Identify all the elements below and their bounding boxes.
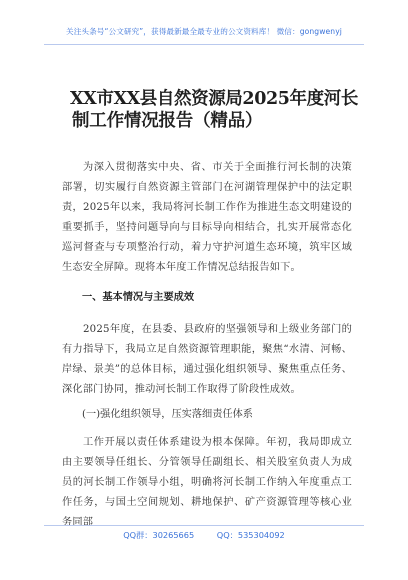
footer-qq: QQ：535304092 xyxy=(216,530,285,540)
header-banner: 关注头条号“公文研究”，获得最新最全最专业的公文资料库！ 微信：gongwenyj xyxy=(66,27,342,36)
header-divider xyxy=(44,44,364,45)
subsection-heading-1: (一)强化组织领导，压实落细责任体系 xyxy=(82,409,253,420)
footer-qq-group: QQ群：30265665 xyxy=(123,530,195,540)
subsection-1-paragraph: 工作开展以责任体系建设为根本保障。年初，我局即成立由主要领导任组长、分管领导任副组长、相关股室负责人为成员的河长制工作领导小组，明确将河长制工作纳入年度重点工作任务，与国土空间规划、耕地保护、矿产资源管理等核心业务同部 xyxy=(62,437,352,528)
intro-paragraph: 为深入贯彻落实中央、省、市关于全面推行河长制的决策部署，切实履行自然资源主管部门在河湖管理保护中的法定职责，2025年以来，我局将河长制工作作为推进生态文明建设的重要抓手，坚持问题导向与目标导向相结合，扎实开展常态化巡河督查与专项整治行动，着力守护河道生态环境，筑牢区域生态安全屏障。现将本年度工作情况总结报告如下。 xyxy=(62,162,352,273)
footer-contacts xyxy=(0,530,408,541)
title-line-2: 制工作情况报告（精品） xyxy=(72,111,263,131)
document-title xyxy=(56,88,356,132)
title-line-1: XX市XX县自然资源局2025年度河长 xyxy=(70,89,358,109)
section-1-paragraph: 2025年度，在县委、县政府的坚强领导和上级业务部门的有力指导下，我局立足自然资源管理职能，聚焦“水清、河畅、岸绿、景美”的总体目标，通过强化组织领导、聚焦重点任务、深化部门协同，推动河长制工作取得了阶段性成效。 xyxy=(62,324,352,395)
section-heading-1: 一、基本情况与主要成效 xyxy=(82,291,195,303)
footer-divider xyxy=(44,525,364,526)
